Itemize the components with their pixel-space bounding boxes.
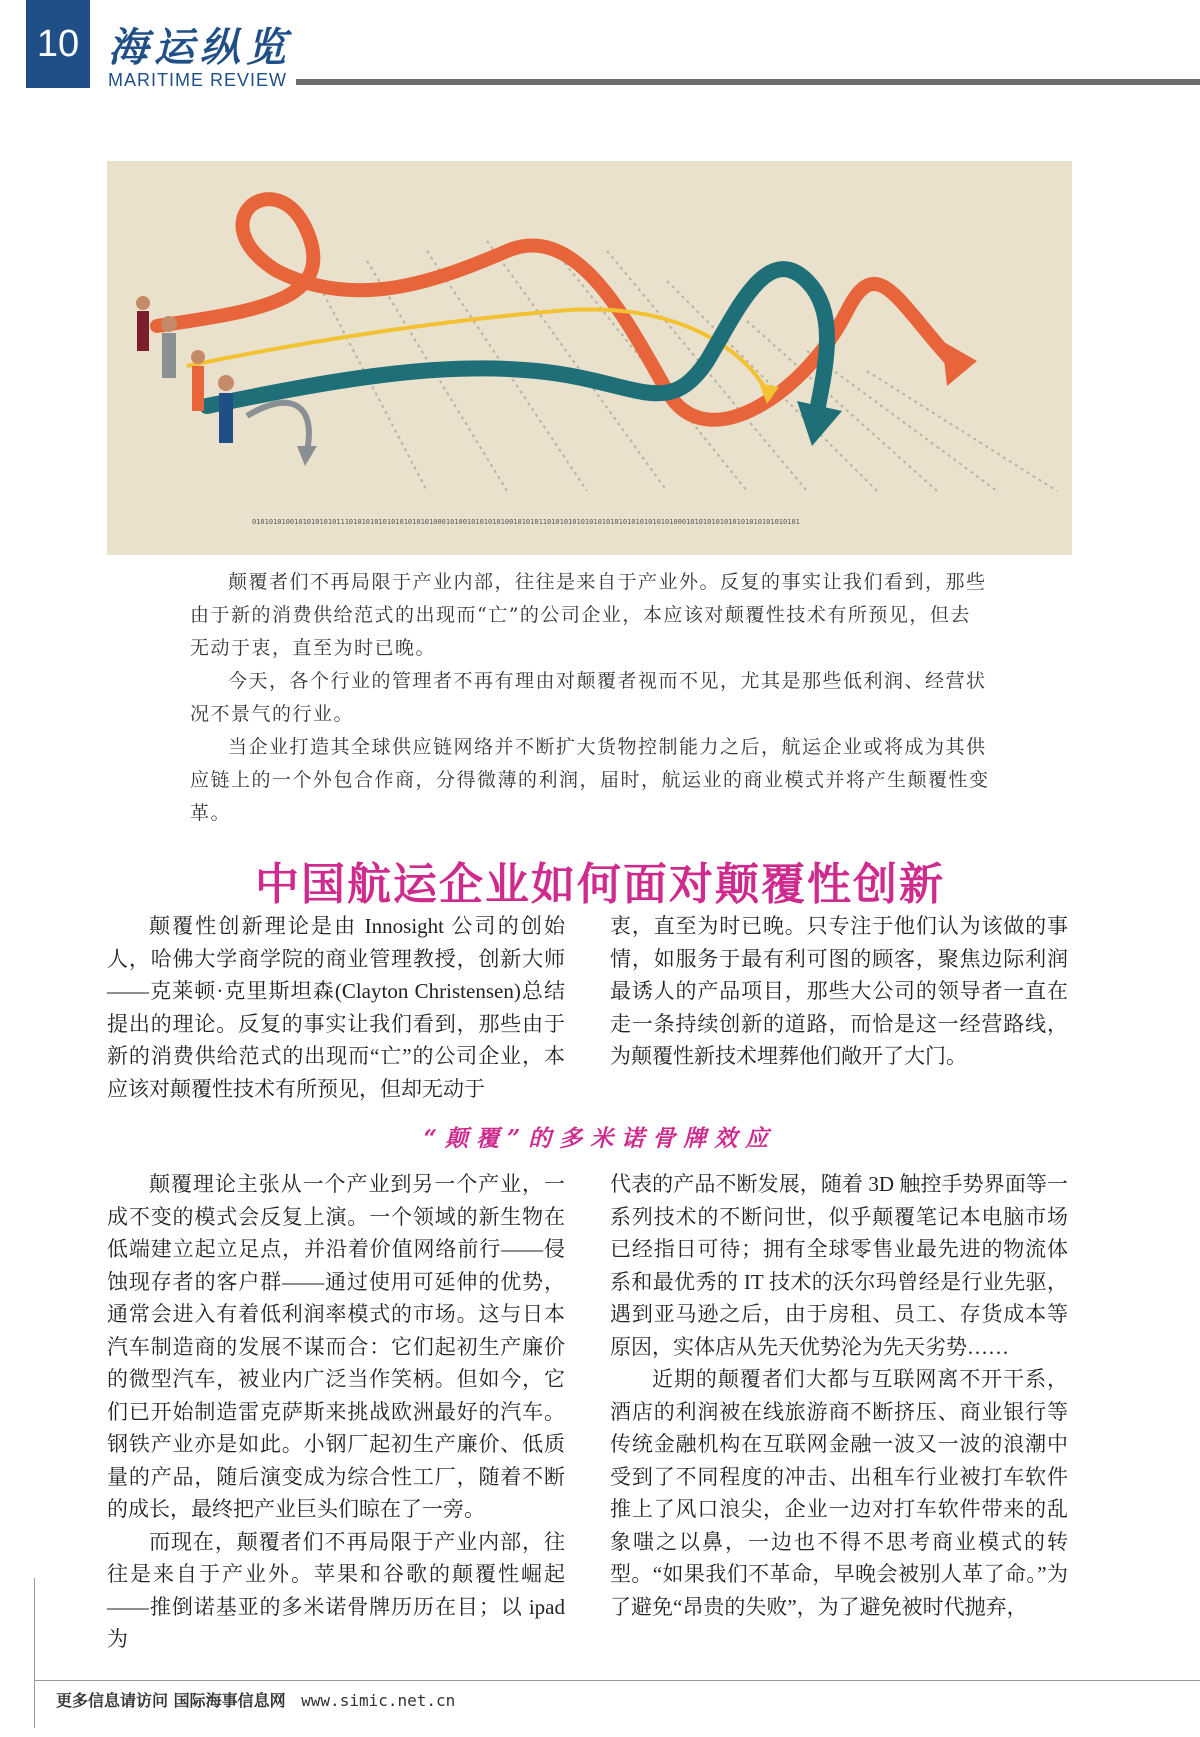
footer-url[interactable]: www.simic.net.cn (301, 1691, 456, 1710)
body-left-paragraph: 而现在，颠覆者们不再局限于产业内部，往往是来自于产业外。苹果和谷歌的颠覆性崛起——推倒诺基亚的多米诺骨牌历历在目；以 ipad 为 (107, 1529, 565, 1651)
footer-rule (34, 1680, 1200, 1681)
footer (56, 1688, 455, 1711)
page-number: 10 (26, 0, 90, 88)
teal-arrowhead (797, 401, 842, 446)
header-rule (296, 79, 1200, 85)
ribbons-illustration-svg (107, 161, 1072, 555)
section-subheading: “颠覆”的多米诺骨牌效应 (423, 1125, 777, 1152)
left-margin-rule (34, 1578, 35, 1728)
intro-right-text: 衷，直至为时已晚。只专注于他们认为该做的事情，如服务于最有利可图的顾客，聚焦边际利润最诱人的产品项目，那些大公司的领导者一直在走一条持续创新的道路，而恰是这一经营路线，为颠覆性新技术埋葬他们敞开了大门。 (610, 914, 1068, 1068)
body-left-column (107, 1168, 565, 1656)
intro-left-column (107, 910, 565, 1105)
orange-arrowhead (942, 341, 977, 386)
caption-paragraph: 颠覆者们不再局限于产业内部，往往是来自于产业外。反复的事实让我们看到，那些由于新的消费供给范式的出现而“亡”的公司企业，本应该对颠覆性技术有所预见，但去无动于衷，直至为时已晚。 (190, 571, 987, 659)
article-title: 中国航运企业如何面对颠覆性创新 (255, 860, 945, 909)
gray-ribbon (247, 403, 309, 451)
magazine-title: 海运纵览 (108, 24, 292, 71)
cover-illustration (107, 161, 1072, 555)
footer-label: 更多信息请访问 国际海事信息网 (56, 1691, 286, 1710)
illustration-caption (190, 566, 990, 830)
caption-paragraph: 今天，各个行业的管理者不再有理由对颠覆者视而不见，尤其是那些低利润、经营状况不景气的行业。 (190, 670, 987, 725)
binary-baseline: 0101010100101010101011101010101010101010101000101001010101010010101011010101010101010101010101010101000101010101010101010101010101 (252, 518, 800, 526)
body-left-paragraph: 颠覆理论主张从一个产业到另一个产业，一成不变的模式会反复上演。一个领域的新生物在低端建立起立足点，并沿着价值网络前行——侵蚀现存者的客户群——通过使用可延伸的优势，通常会进入有着低利润率模式的市场。这与日本汽车制造商的发展不谋而合：它们起初生产廉价的微型汽车，被业内广泛当作笑柄。但如今，它们已开始制造雷克萨斯来挑战欧洲最好的汽车。钢铁产业亦是如此。小钢厂起初生产廉价、低质量的产品，随后演变成为综合性工厂，随着不断的成长，最终把产业巨头们晾在了一旁。 (107, 1172, 565, 1521)
body-right-paragraph: 近期的颠覆者们大都与互联网离不开干系，酒店的利润被在线旅游商不断挤压、商业银行等传统金融机构在互联网金融一波又一波的浪潮中受到了不同程度的冲击、出租车行业被打车软件推上了风口浪尖，企业一边对打车软件带来的乱象嗤之以鼻，一边也不得不思考商业模式的转型。“如果我们不革命，早晚会被别人革了命。”为了避免“昂贵的失败”，为了避免被时代抛弃， (610, 1367, 1068, 1619)
magazine-subtitle: MARITIME REVIEW (108, 70, 288, 90)
gray-arrowhead (297, 446, 317, 466)
intro-left-text: 颠覆性创新理论是由 Innosight 公司的创始人，哈佛大学商学院的商业管理教授，创新大师——克莱顿·克里斯坦森(Clayton Christensen)总结提出的理论。反复的事实让我们看到，那些由于新的消费供给范式的出现而“亡”的公司企业，本应该对颠覆性技术有所预见，但却无动于 (107, 914, 565, 1101)
body-right-paragraph: 代表的产品不断发展，随着 3D 触控手势界面等一系列技术的不断问世，似乎颠覆笔记本电脑市场已经指日可待；拥有全球零售业最先进的物流体系和最优秀的 IT 技术的沃尔玛曾经是行业先驱，遇到亚马逊之后，由于房租、员工、存货成本等原因，实体店从先天优势沦为先天劣势…… (610, 1172, 1068, 1359)
intro-right-column (610, 910, 1068, 1073)
caption-paragraph: 当企业打造其全球供应链网络并不断扩大货物控制能力之后，航运企业或将成为其供应链上的一个外包合作商，分得微薄的利润，届时，航运业的商业模式并将产生颠覆性变革。 (190, 736, 990, 824)
body-right-column (610, 1168, 1068, 1623)
